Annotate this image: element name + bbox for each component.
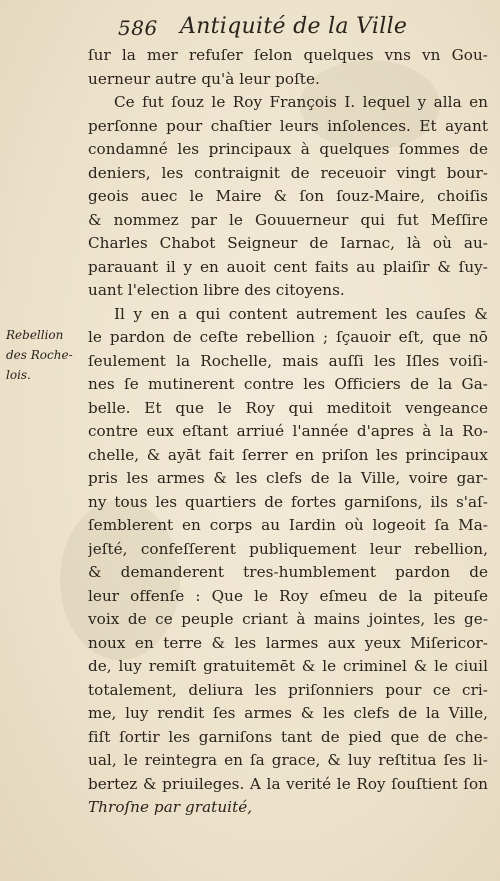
paragraph-start-line: Il y en a qui content autrement les cauſes &	[114, 304, 488, 323]
running-title: Antiquité de la Ville	[180, 14, 408, 39]
text-line: Throſne par gratuité,	[88, 798, 253, 816]
text-line: ual, le reintegra en ſa grace, & luy reſtitua ſes li-	[88, 751, 488, 769]
text-line: belle. Et que le Roy qui meditoit vengeance	[88, 398, 488, 417]
text-line: ſeulement la Rochelle, mais auſſi les Iſles voiſi-	[88, 351, 488, 370]
text-line: geois auec le Maire & ſon ſouz-Maire, choiſis	[88, 187, 488, 205]
text-line: jeſté, confeſſerent publiquement leur rebellion,	[88, 539, 488, 558]
text-line: condamné les principaux à quelques ſommes de	[88, 140, 488, 158]
margin-note-line-3: lois.	[6, 368, 31, 382]
text-line: uerneur autre qu'à leur poſte.	[88, 69, 320, 88]
text-line: bertez & priuileges. A la verité le Roy ſouſtient ſon	[88, 774, 488, 793]
page-header	[118, 14, 488, 44]
text-line: perſonne pour chaſtier leurs inſolences. Et ayant	[88, 116, 488, 135]
text-line: me, luy rendit ſes armes & les clefs de la Ville,	[88, 704, 488, 722]
text-line: deniers, les contraignit de receuoir vingt bour-	[88, 163, 488, 182]
margin-note-line-2: des Roche-	[6, 348, 73, 362]
text-line: voix de ce peuple criant à mains jointes, les ge-	[88, 610, 488, 628]
paragraph-start-line: Ce fut ſouz le Roy François I. lequel y alla en	[114, 93, 488, 111]
text-line: leur offenſe : Que le Roy eſmeu de la piteuſe	[88, 586, 488, 605]
text-line: ſur la mer refuſer ſelon quelques vns vn Gou-	[88, 46, 488, 64]
margin-note-line-1: Rebellion	[6, 328, 64, 342]
text-line: nes ſe mutinerent contre les Officiers de la Ga-	[88, 375, 488, 393]
text-line: parauant il y en auoit cent faits au plaiſir & ſuy-	[88, 257, 488, 276]
text-line: uant l'election libre des citoyens.	[88, 281, 345, 299]
text-line: ſemblerent en corps au Iardin où logeoit ſa Ma-	[88, 516, 488, 534]
text-line: chelle, & ayāt fait ſerrer en priſon les principaux	[88, 445, 488, 464]
text-line: de, luy remiſt gratuitemēt & le criminel & le ciuil	[88, 657, 488, 675]
text-line: totalement, deliura les priſonniers pour ce cri-	[88, 680, 488, 699]
text-line: & nommez par le Gouuerneur qui fut Meſſire	[88, 210, 488, 229]
text-line: fiſt ſortir les garniſons tant de pied que de che-	[88, 727, 488, 746]
text-line: pris les armes & les clefs de la Ville, voire gar-	[88, 469, 488, 487]
text-line: le pardon de ceſte rebellion ; ſçauoir eſt, que nō	[88, 328, 488, 346]
text-line: contre eux eſtant arriué l'année d'apres à la Ro-	[88, 422, 488, 440]
text-line: Charles Chabot Seigneur de Iarnac, là où au-	[88, 234, 488, 252]
page-number: 586	[118, 16, 158, 40]
text-line: ny tous les quartiers de fortes garniſons, ils s'aſ-	[88, 492, 488, 511]
text-line: & demanderent tres-humblement pardon de	[88, 563, 488, 581]
text-line: noux en terre & les larmes aux yeux Miſericor-	[88, 633, 488, 652]
body-text	[88, 44, 488, 820]
